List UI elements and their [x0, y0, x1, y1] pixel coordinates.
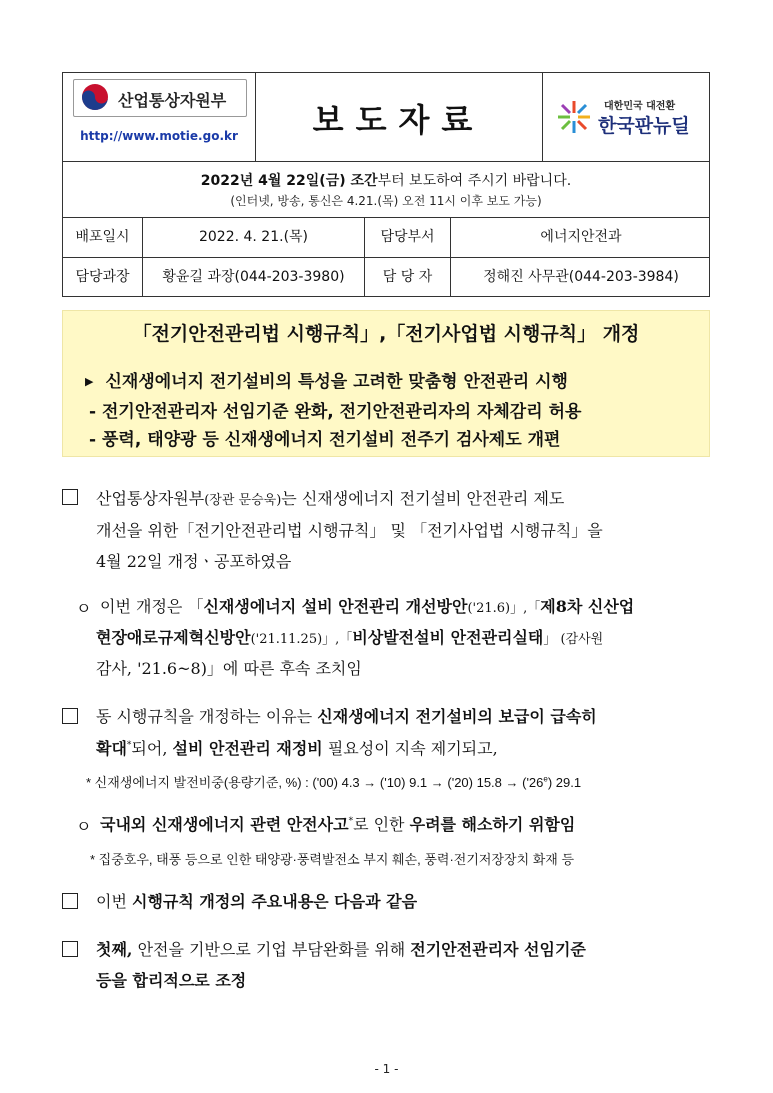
p1-text-cont: 는 신재생에너지 전기설비 안전관리 제도	[281, 489, 565, 508]
p4-accidents: 국내외 신재생에너지 관련 안전사고	[100, 815, 349, 834]
circle-bullet-icon: ㅇ	[76, 817, 92, 836]
headline-box	[62, 310, 710, 457]
embargo-subnote: (인터넷, 방송, 통신은 4.21.(목) 오전 11시 이후 보도 가능)	[230, 194, 542, 208]
p3-emphasis: 신재생에너지 전기설비의 보급이 급속히	[317, 707, 597, 726]
checkbox-bullet-icon	[62, 489, 78, 505]
circle-bullet-icon: ㅇ	[76, 599, 92, 618]
note1-text: * 신재생에너지 발전비중(용량기준, %) : ('00) 4.3 → ('10) 9.1 → ('20) 15.8 → ('26	[86, 775, 544, 790]
newdeal-logo	[542, 73, 711, 161]
ministry-url-link[interactable]: http://www.motie.go.kr	[80, 129, 238, 143]
p5-line	[96, 889, 417, 912]
p2-line1	[100, 594, 634, 617]
director-label: 담당과장	[63, 257, 143, 297]
p2-plan1: 신재생에너지 설비 안전관리 개선방안	[203, 597, 468, 616]
p4-text: 로 인한	[353, 815, 410, 834]
distribution-date-value: 2022. 4. 21.(목)	[143, 217, 365, 257]
headline-subtitle-text: 신재생에너지 전기설비의 특성을 고려한 맞춤형 안전관리 시행	[105, 372, 568, 392]
department-label: 담당부서	[365, 217, 451, 257]
newdeal-tagline: 대한민국 대전환	[604, 101, 676, 112]
note1-sup: e	[543, 774, 548, 784]
p3-line1	[96, 704, 597, 727]
p1-line3: 4월 22일 개정ㆍ공포하였음	[96, 552, 292, 571]
p2-plan2-date: ('21.11.25)」,「	[250, 632, 353, 647]
distribution-date-label: 배포일시	[63, 217, 143, 257]
p1-line1	[96, 486, 564, 509]
p2-plan3: 비상발전설비 안전관리실태	[352, 628, 544, 647]
triangle-bullet-icon: ▶	[85, 375, 94, 388]
headline-subtitle	[85, 367, 568, 392]
p1-text: 산업통상자원부	[96, 489, 205, 508]
p2-plan2-cont: 현장애로규제혁신방안	[96, 628, 251, 647]
checkbox-bullet-icon	[62, 708, 78, 724]
p3-text: 동 시행규칙을 개정하는 이유는	[96, 707, 318, 726]
newdeal-burst-icon	[554, 97, 594, 137]
p6-line2: 등을 합리적으로 조정	[96, 971, 247, 990]
p2-audit: 」 (감사원	[543, 632, 604, 647]
headline-title: 「전기안전관리법 시행규칙」,「전기사업법 시행규칙」 개정	[132, 323, 640, 345]
p2-line3: 감사, '21.6~8)」에 따른 후속 조치임	[96, 659, 362, 678]
embargo-notice	[63, 170, 709, 190]
header-top-row	[63, 73, 709, 162]
doc-title: 보도자료	[312, 101, 485, 139]
checkbox-bullet-icon	[62, 941, 78, 957]
footnote-ratio	[86, 772, 581, 791]
ministry-name: 산업통상자원부	[118, 91, 227, 110]
embargo-text: 부터 보도하여 주시기 바랍니다.	[377, 173, 572, 189]
p2-plan1-date: ('21.6)」,「	[467, 601, 541, 616]
p3-text-cont: 되어,	[131, 739, 173, 758]
p3-line2	[96, 736, 498, 759]
embargo-date: 2022년 4월 22일(금) 조간	[200, 173, 378, 189]
info-row-1	[63, 217, 709, 258]
headline-point-2: - 풍력, 태양광 등 신재생에너지 전기설비 전주기 검사제도 개편	[89, 430, 561, 450]
taegeuk-emblem-icon	[80, 82, 110, 112]
p6-text: 안전을 기반으로 기업 부담완화를 위해	[132, 940, 411, 959]
p1-line2: 개선을 위한「전기안전관리법 시행규칙」 및 「전기사업법 시행규칙」을	[96, 521, 603, 540]
p6-line1	[96, 937, 586, 960]
newdeal-brand: 한국판뉴딜	[598, 115, 690, 137]
info-row-2	[63, 257, 709, 297]
p6-first: 첫째,	[96, 940, 133, 959]
p2-plan2: 제8차 신산업	[540, 597, 635, 616]
p4-purpose: 우려를 해소하기 위함임	[409, 815, 576, 834]
footnote-marker: *	[126, 740, 132, 751]
p3-expansion: 확대	[96, 739, 127, 758]
p4-line	[100, 812, 575, 835]
headline-point-1: - 전기안전관리자 선임기준 완화, 전기안전관리자의 자체감리 허용	[89, 402, 582, 422]
doc-title-cell	[255, 73, 543, 161]
footnote-accidents: * 집중호우, 태풍 등으로 인한 태양광·풍력발전소 부지 훼손, 풍력·전기저장장치 화재 등	[90, 852, 575, 867]
department-value: 에너지안전과	[540, 229, 622, 245]
footnote-marker: *	[348, 816, 354, 827]
p1-minister: (장관 문승욱)	[204, 493, 282, 508]
page-number: - 1 -	[374, 1062, 399, 1076]
contact-value: 정해진 사무관(044-203-3984)	[483, 269, 679, 285]
ministry-logo-cell	[63, 73, 256, 161]
p5-text: 이번	[96, 892, 132, 911]
p3-text-end: 필요성이 지속 제기되고,	[322, 739, 498, 758]
note1-end: ) 29.1	[547, 775, 582, 790]
p3-reorg: 설비 안전관리 재정비	[172, 739, 323, 758]
director-value: 황윤길 과장(044-203-3980)	[143, 257, 365, 297]
embargo-row	[63, 161, 709, 218]
p5-emphasis: 시행규칙 개정의 주요내용은 다음과 같음	[132, 892, 418, 911]
checkbox-bullet-icon	[62, 893, 78, 909]
press-release-header	[62, 72, 710, 297]
contact-label: 담 당 자	[365, 257, 451, 297]
p2-text: 이번 개정은 「	[100, 597, 204, 616]
p6-emphasis: 전기안전관리자 선임기준	[410, 940, 586, 959]
p2-line2	[96, 625, 603, 648]
ministry-logo	[73, 79, 247, 117]
